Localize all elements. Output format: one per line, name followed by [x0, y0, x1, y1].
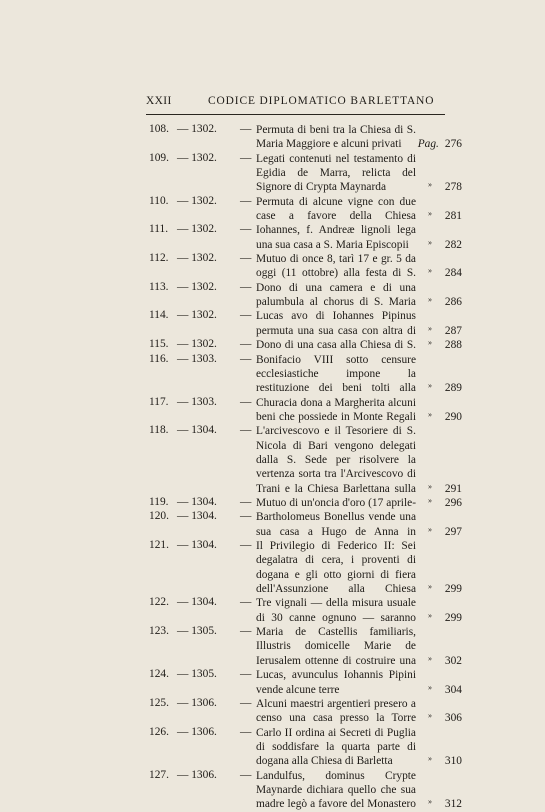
entry-year: — 1302. — [177, 194, 217, 207]
entry-number: 127. — [149, 768, 169, 781]
entry-text: Mutuo di un'oncia d'oro (17 aprile- — [256, 497, 416, 509]
entry-number: 114. — [149, 309, 169, 322]
entry-page — [418, 683, 462, 697]
entry-year: — 1302. — [177, 338, 217, 351]
ditto-mark-icon: » — [428, 754, 432, 764]
entry-year: — 1302. — [177, 280, 217, 293]
ditto-mark-icon: » — [428, 653, 432, 663]
page-number-ref: 287 — [444, 324, 462, 337]
ditto-mark-icon: » — [428, 582, 432, 592]
index-entry — [0, 625, 545, 668]
entry-dash: — — [240, 768, 252, 781]
index-entry — [0, 195, 545, 224]
page-number-ref: 286 — [444, 296, 462, 309]
entry-year: — 1305. — [177, 668, 217, 681]
entry-number: 125. — [149, 696, 169, 709]
entry-number: 121. — [149, 539, 169, 552]
ditto-mark-icon: » — [428, 381, 432, 391]
entry-page — [418, 381, 462, 395]
entry-number: 119. — [149, 496, 169, 508]
index-entry — [0, 281, 545, 310]
entry-year: — 1302. — [177, 151, 217, 164]
page-number-ref: 281 — [444, 210, 462, 223]
index-entry — [0, 252, 545, 281]
entry-dash: — — [240, 625, 252, 638]
entry-dash: — — [240, 194, 252, 207]
index-entry — [0, 309, 545, 338]
index-entry — [0, 152, 545, 195]
entry-year: — 1306. — [177, 768, 217, 781]
entry-dash: — — [240, 424, 252, 437]
entry-number: 108. — [149, 123, 169, 135]
entry-dash: — — [240, 496, 252, 508]
entry-number: 116. — [149, 352, 169, 365]
entry-text: Dono di una casa alla Chiesa di S. — [256, 339, 416, 352]
entry-year: — 1304. — [177, 539, 217, 552]
entry-text: Permuta di beni tra la Chiesa di S. Maria Maggiore e alcuni privati — [256, 124, 416, 151]
index-entry — [0, 123, 545, 152]
index-entry — [0, 424, 545, 496]
entry-page — [418, 338, 462, 352]
entry-year: — 1302. — [177, 309, 217, 322]
entry-number: 118. — [149, 424, 169, 437]
entry-dash: — — [240, 596, 252, 609]
entry-page — [418, 180, 462, 194]
index-entry — [0, 338, 545, 352]
page-number-ref: 297 — [444, 525, 462, 538]
page-number: XXII — [146, 95, 172, 107]
entry-dash: — — [240, 123, 252, 135]
entry-page — [418, 482, 462, 496]
page-number-ref: 299 — [444, 583, 462, 596]
entry-number: 124. — [149, 668, 169, 681]
entry-dash: — — [240, 280, 252, 293]
entry-number: 109. — [149, 151, 169, 164]
page-number-ref: 304 — [444, 683, 462, 696]
entry-dash: — — [240, 338, 252, 351]
ditto-mark-icon: » — [428, 711, 432, 721]
entry-number: 123. — [149, 625, 169, 638]
entry-page — [418, 582, 462, 596]
entry-text: Legati contenuti nel testamento di Egidia de Marra, relicta del Signore di Crypta Maynarda — [256, 152, 416, 194]
entry-year: — 1302. — [177, 123, 217, 135]
ditto-mark-icon: » — [428, 266, 432, 276]
index-entry — [0, 697, 545, 726]
entry-text: Landulfus, dominus Crypte Maynarde dichiara quello che sua madre legò a favore del Monastero — [256, 769, 416, 811]
ditto-mark-icon: » — [428, 180, 432, 190]
page-number-ref: 310 — [444, 755, 462, 768]
entry-dash: — — [240, 309, 252, 322]
entry-year: — 1304. — [177, 596, 217, 609]
entry-dash: — — [240, 252, 252, 265]
page-number-ref: 284 — [444, 267, 462, 280]
entry-number: 117. — [149, 395, 169, 408]
page-prefix: Pag. — [417, 138, 439, 151]
running-head — [146, 95, 446, 111]
index-entry — [0, 769, 545, 812]
entry-number: 110. — [149, 194, 169, 207]
entry-text: Bonifacio VIII sotto censure ecclesiastiche impone la restituzione dei beni tolti alla — [256, 353, 416, 395]
entry-text: Alcuni maestri argentieri presero a censo una casa presso la Torre — [256, 697, 416, 725]
entry-dash: — — [240, 510, 252, 523]
entry-page — [418, 266, 462, 280]
index-entry — [0, 726, 545, 769]
ditto-mark-icon: » — [428, 496, 432, 505]
entry-dash: — — [240, 352, 252, 365]
entry-text: L'arcivescovo e il Tesoriere di S. Nicola di Bari vengono delegati dalla S. Sede per risolvere la vertenza sorta tra l'Arcivescovo di Trani e la Chiesa Barlettana sulla — [256, 425, 416, 495]
entry-year: — 1306. — [177, 696, 217, 709]
index-entry — [0, 668, 545, 697]
entry-dash: — — [240, 696, 252, 709]
page-number-ref: 278 — [444, 181, 462, 194]
entry-number: 111. — [149, 223, 169, 236]
entry-page — [418, 525, 462, 539]
entry-text: Churacia dona a Margherita alcuni beni che possiede in Monte Regali — [256, 396, 416, 423]
ditto-mark-icon: » — [428, 682, 432, 692]
index-entry — [0, 596, 545, 625]
entry-text: Carlo II ordina ai Secreti di Puglia di soddisfare la quarta parte di dogana alla Chiesa di Barletta — [256, 726, 416, 768]
entry-dash: — — [240, 539, 252, 552]
entry-page — [418, 654, 462, 668]
ditto-mark-icon: » — [428, 209, 432, 219]
entry-text: Maria de Castellis familiaris, Illustris domicelle Marie de Ierusalem ottenne di costruire una — [256, 626, 416, 667]
entry-number: 115. — [149, 338, 169, 351]
entry-dash: — — [240, 725, 252, 738]
page-number-ref: 291 — [444, 482, 462, 495]
entry-year: — 1303. — [177, 395, 217, 408]
entry-page — [418, 797, 462, 811]
entry-year: — 1303. — [177, 352, 217, 365]
entry-page — [418, 754, 462, 768]
entry-page — [418, 238, 462, 252]
entry-page — [418, 209, 462, 223]
entry-number: 122. — [149, 596, 169, 609]
entry-page — [404, 137, 462, 151]
index-entry — [0, 223, 545, 252]
entry-dash: — — [240, 223, 252, 236]
ditto-mark-icon: » — [428, 481, 432, 491]
entry-text: Dono di una camera e di una palumbula al chorus di S. Maria — [256, 281, 416, 309]
index-entry — [0, 396, 545, 425]
index-entry — [0, 353, 545, 396]
entry-year: — 1305. — [177, 625, 217, 638]
entry-page — [418, 711, 462, 725]
entry-page — [418, 410, 462, 424]
ditto-mark-icon: » — [428, 237, 432, 247]
entry-text: Il Privilegio di Federico II: Sei degalatra di cera, i proventi di dogana e gli otto giorni di fiera dell'Assunzione alla Chiesa — [256, 540, 416, 596]
page-number-ref: 299 — [444, 611, 462, 624]
ditto-mark-icon: » — [428, 610, 432, 620]
entry-text: Iohannes, f. Andreæ lignoli lega una sua casa a S. Maria Episcopii — [256, 224, 416, 251]
page-number-ref: 290 — [444, 410, 462, 423]
header-rule — [146, 114, 445, 115]
entry-number: 112. — [149, 252, 169, 265]
page-number-ref: 302 — [444, 654, 462, 667]
page-number-ref: 282 — [444, 238, 462, 251]
entry-number: 113. — [149, 280, 169, 293]
entry-page — [418, 324, 462, 338]
page-number-ref: 289 — [444, 382, 462, 395]
page-number-ref: 312 — [444, 798, 462, 811]
entry-year: — 1302. — [177, 223, 217, 236]
ditto-mark-icon: » — [428, 524, 432, 534]
entry-page — [418, 295, 462, 309]
ditto-mark-icon: » — [428, 409, 432, 419]
entry-year: — 1304. — [177, 496, 217, 508]
entry-number: 126. — [149, 725, 169, 738]
entry-text: Bartholomeus Bonellus vende una sua casa a Hugo de Anna in — [256, 511, 416, 538]
index-entry — [0, 539, 545, 596]
entry-dash: — — [240, 395, 252, 408]
entry-text: Lucas avo di Iohannes Pipinus permuta una sua casa con altra di — [256, 310, 416, 337]
entry-dash: — — [240, 151, 252, 164]
entry-text: Tre vignali — della misura usuale di 30 canne ognuno — saranno — [256, 597, 416, 624]
entry-dash: — — [240, 668, 252, 681]
entry-number: 120. — [149, 510, 169, 523]
index-entry — [0, 510, 545, 539]
page-number-ref: 276 — [444, 138, 462, 151]
entry-page — [418, 611, 462, 625]
ditto-mark-icon: » — [428, 323, 432, 333]
page-number-ref: 306 — [444, 712, 462, 725]
entry-year: — 1304. — [177, 510, 217, 523]
entry-page — [418, 496, 462, 510]
page-number-ref: 288 — [444, 339, 462, 352]
ditto-mark-icon: » — [428, 338, 432, 348]
entry-year: — 1306. — [177, 725, 217, 738]
page-number-ref: 296 — [444, 497, 462, 509]
entry-text: Mutuo di once 8, tarì 17 e gr. 5 da oggi (11 ottobre) alla festa di S. — [256, 253, 416, 280]
ditto-mark-icon: » — [428, 797, 432, 807]
entry-text: Lucas, avunculus Iohannis Pipini vende alcune terre — [256, 669, 416, 696]
index-entry — [0, 496, 545, 510]
index-entries — [0, 123, 545, 812]
entry-year: — 1302. — [177, 252, 217, 265]
entry-text: Permuta di alcune vigne con due case a favore della Chiesa — [256, 195, 416, 223]
entry-year: — 1304. — [177, 424, 217, 437]
ditto-mark-icon: » — [428, 295, 432, 305]
book-title: CODICE DIPLOMATICO BARLETTANO — [208, 95, 435, 107]
